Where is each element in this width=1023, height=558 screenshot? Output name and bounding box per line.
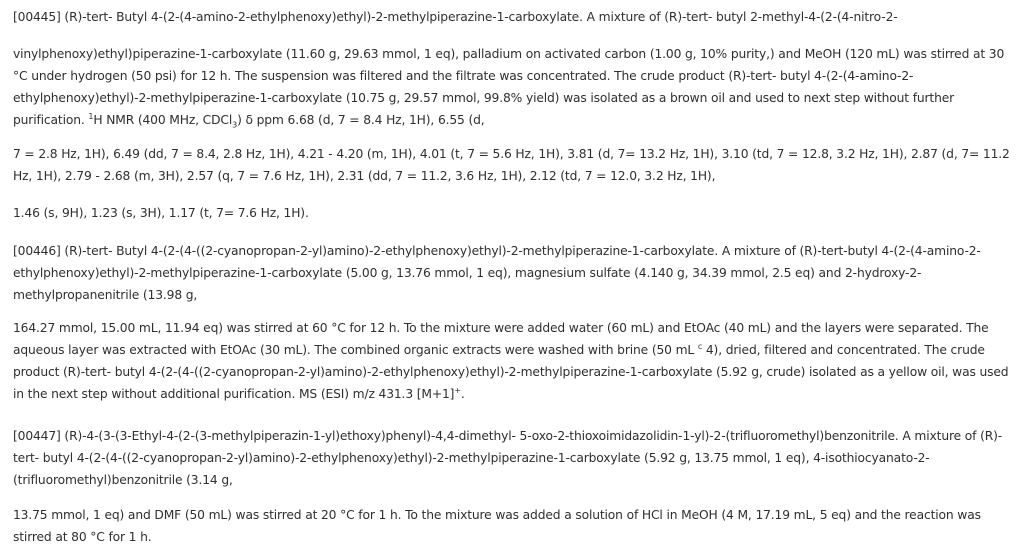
nmr-data-end: 1.46 (s, 9H), 1.23 (s, 3H), 1.17 (t, 7= 7.6 Hz, 1H). [13,206,309,220]
paragraph-00447-continued: 13.75 mmol, 1 eq) and DMF (50 mL) was stirred at 20 °C for 1 h. To the mixture was added a solution of HCl in MeOH (4 M, 17.19 mL, 5 eq) and the reaction was stirred at 80 °C for 1 h. [13,508,981,544]
brine-superscript: c [697,341,703,351]
paragraph-00446: [00446] (R)-tert- Butyl 4-(2-(4-((2-cyanopropan-2-yl)amino)-2-ethylphenoxy)ethyl)-2-methylpiperazine-1-carboxylate. A mixture of (R)-tert-butyl 4-(2-(4-amino-2-ethylphenoxy)ethyl)-2-methylpiperazine-1-carboxylate (5.00 g, 13.76 mmol, 1 eq), magnesium sulfate (4.140 g, 34.39 mmol, 2.5 eq) and 2-hydroxy-2-methylpropanenitrile (13.98 g, [13,244,981,302]
paragraph-00445-text: vinylphenoxy)ethyl)piperazine-1-carboxylate (11.60 g, 29.63 mmol, 1 eq), palladium on activated carbon (1.00 g, 10% purity,) and MeOH (120 mL) was stirred at 30 °C under hydrogen (50 psi) for 12 h. The suspension was filtered and the filtrate was concentrated. The crude product (R)-tert- butyl 4-(2-(4-amino-2-ethylphenoxy)ethyl)-2-methylpiperazine-1-carboxylate (10.75 g, 29.57 mmol, 99.8% yield) was isolated as a brown oil and used to next step without further purification. [13,47,1005,127]
paragraph-00446-text-c: . [460,387,465,401]
paragraph-00446-text-b: 4), dried, filtered and concentrated. The crude product (R)-tert- butyl 4-(2-(4-((2-cyanopropan-2-yl)amino)-2-ethylphenoxy)ethyl)-2-methylpiperazine-1-carboxylate (5.92 g, crude) isolated as a yellow oil, was used in the next step without additional purification. MS (ESI) m/z 431.3 [M+1] [13,343,1009,401]
paragraph-00445 [13,6,1011,131]
nmr-superscript: 1 [88,111,94,121]
nmr-data-start: ) δ ppm 6.68 (d, 7 = 8.4 Hz, 1H), 6.55 (d, [237,113,485,127]
paragraph-00445-line1: [00445] (R)-tert- Butyl 4-(2-(4-amino-2-ethylphenoxy)ethyl)-2-methylpiperazine-1-carboxylate. A mixture of (R)-tert- butyl 2-methyl-4-(2-(4-nitro-2- [13,10,898,24]
nmr-label: H NMR (400 MHz, CDCl [93,113,233,127]
nmr-data-continued: 7 = 2.8 Hz, 1H), 6.49 (dd, 7 = 8.4, 2.8 Hz, 1H), 4.21 - 4.20 (m, 1H), 4.01 (t, 7 = 5.6 Hz, 1H), 3.81 (d, 7= 13.2 Hz, 1H), 3.10 (td, 7 = 12.8, 3.2 Hz, 1H), 2.87 (d, 7= 11.2 Hz, 1H), 2.79 - 2.68 (m, 3H), 2.57 (q, 7 = 7.6 Hz, 1H), 2.31 (dd, 7 = 11.2, 3.6 Hz, 1H), 2.12 (td, 7 = 12.0, 3.2 Hz, 1H), [13,147,1010,183]
paragraph-00446-continued [13,317,1011,405]
cdcl3-subscript: 3 [232,120,238,130]
paragraph-00447: [00447] (R)-4-(3-(3-Ethyl-4-(2-(3-methylpiperazin-1-yl)ethoxy)phenyl)-4,4-dimethyl- 5-oxo-2-thioxoimidazolidin-1-yl)-2-(trifluoromethyl)benzonitrile. A mixture of (R)-tert- butyl 4-(2-(4-((2-cyanopropan-2-yl)amino)-2-ethylphenoxy)ethyl)-2-methylpiperazine-1-carboxylate (5.92 g, 13.75 mmol, 1 eq), 4-isothiocyanato-2-(trifluoromethyl)benzonitrile (3.14 g, [13,429,1003,487]
ms-charge-superscript: + [454,385,461,395]
paragraph-00446-text-a: 164.27 mmol, 15.00 mL, 11.94 eq) was stirred at 60 °C for 12 h. To the mixture were added water (60 mL) and EtOAc (40 mL) and the layers were separated. The aqueous layer was extracted with EtOAc (30 mL). The combined organic extracts were washed with brine (50 mL [13,321,989,357]
